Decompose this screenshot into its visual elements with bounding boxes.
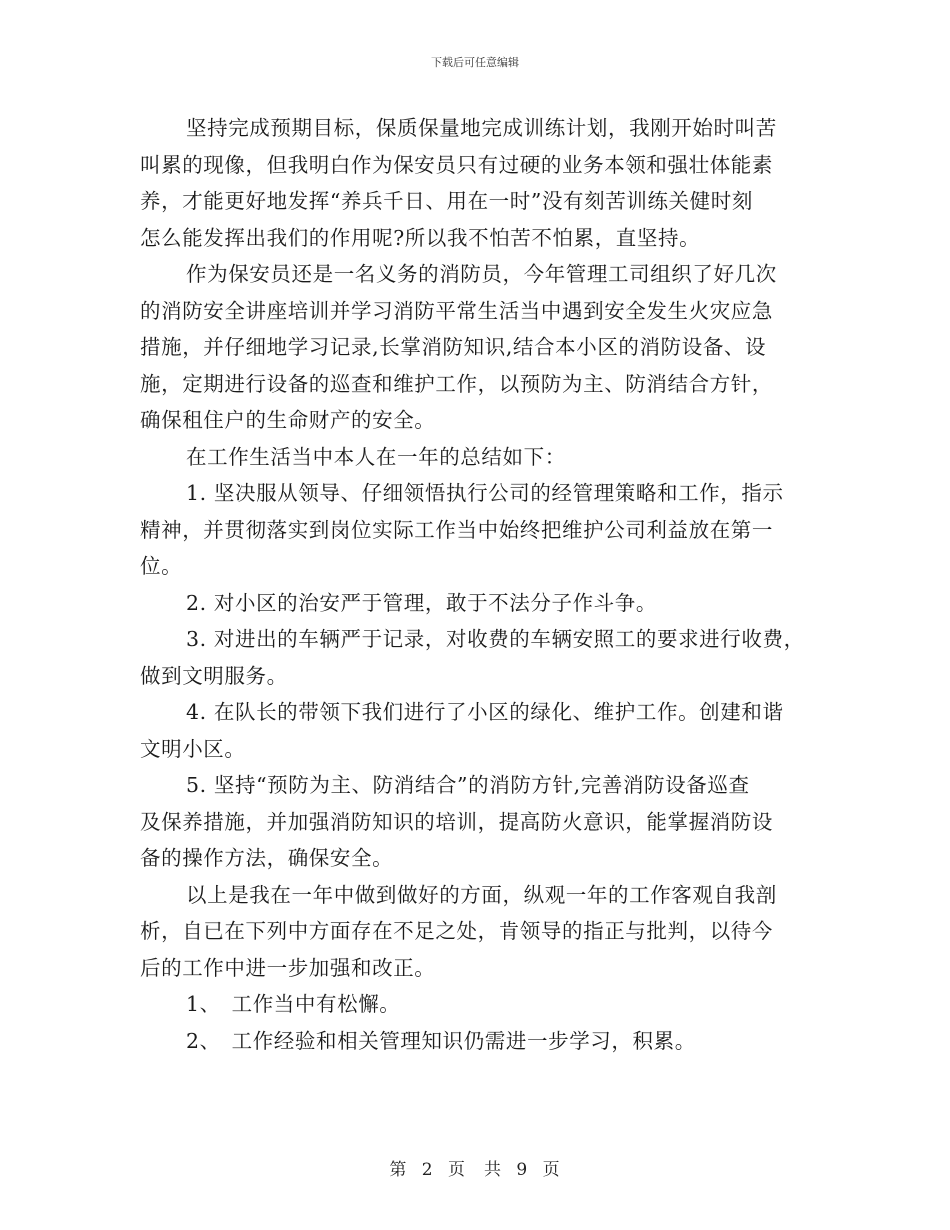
- paragraph: [140, 475, 815, 585]
- paragraph-line: 文明小区。: [140, 736, 246, 761]
- footer-middle: 页 共: [448, 1160, 502, 1180]
- footer-prefix: 第: [389, 1160, 408, 1180]
- paragraph: [140, 694, 815, 767]
- document-body: [140, 110, 815, 1059]
- paragraph-line: 及保养措施，并加强消防知识的培训，提高防火意识，能掌握消防设: [140, 809, 773, 834]
- paragraph-line: 施，定期进行设备的巡查和维护工作，以预防为主、防消结合方针，: [140, 371, 773, 396]
- paragraph-line: 精神，并贯彻落实到岗位实际工作当中始终把维护公司利益放在第一: [140, 517, 773, 542]
- footer-total-pages: 9: [516, 1160, 529, 1180]
- paragraph-line: 怎么能发挥出我们的作用呢?所以我不怕苦不怕累，直坚持。: [140, 225, 701, 250]
- paragraph-line: 2、 工作经验和相关管理知识仍需进一步学习，积累。: [186, 1028, 696, 1053]
- footer-suffix: 页: [542, 1160, 561, 1180]
- paragraph: [140, 110, 815, 256]
- paragraph-line: 措施，并仔细地学习记录,长掌消防知识,结合本小区的消防设备、设: [140, 335, 767, 359]
- paragraph-line: 以上是我在一年中做到做好的方面，纵观一年的工作客观自我剖: [186, 882, 777, 907]
- paragraph-line: 5. 坚持“预防为主、防消结合”的消防方针,完善消防设备巡查: [186, 773, 750, 797]
- paragraph: [140, 621, 815, 694]
- paragraph: [140, 986, 815, 1023]
- paragraph-line: 1、 工作当中有松懈。: [186, 992, 401, 1016]
- paragraph: [140, 256, 815, 439]
- paragraph: [140, 877, 815, 987]
- paragraph-line: 的消防安全讲座培训并学习消防平常生活当中遇到安全发生火灾应急: [140, 298, 773, 323]
- paragraph-line: 2. 对小区的治安严于管理，敢于不法分子作斗争。: [186, 590, 657, 615]
- paragraph: [140, 767, 815, 877]
- paragraph-line: 备的操作方法，确保安全。: [140, 846, 394, 870]
- paragraph-line: 1. 坚决服从领导、仔细领悟执行公司的经管理策略和工作，指示: [186, 481, 784, 505]
- paragraph: [140, 1023, 815, 1060]
- paragraph: [140, 439, 815, 476]
- paragraph-line: 位。: [140, 554, 183, 578]
- footer-current-page: 2: [421, 1160, 434, 1180]
- paragraph-line: 坚持完成预期目标，保质保量地完成训练计划，我刚开始时叫苦: [186, 116, 777, 140]
- page-footer: [0, 1155, 950, 1180]
- paragraph-line: 做到文明服务。: [140, 663, 288, 688]
- paragraph-line: 在工作生活当中本人在一年的总结如下：: [186, 444, 566, 469]
- paragraph-line: 后的工作中进一步加强和改正。: [140, 955, 436, 980]
- page-header-note: 下载后可任意编辑: [431, 56, 519, 69]
- paragraph-line: 养，才能更好地发挥“养兵千日、用在一时”没有刻苦训练关健时刻: [140, 189, 753, 213]
- paragraph: [140, 585, 815, 622]
- paragraph-line: 3. 对进出的车辆严于记录，对收费的车辆安照工的要求进行收费，: [186, 627, 805, 651]
- paragraph-line: 确保租住户的生命财产的安全。: [140, 408, 436, 432]
- paragraph-line: 作为保安员还是一名义务的消防员，今年管理工司组织了好几次: [186, 262, 777, 286]
- paragraph-line: 叫累的现像，但我明白作为保安员只有过硬的业务本领和强壮体能素: [140, 152, 773, 177]
- paragraph-line: 4. 在队长的带领下我们进行了小区的绿化、维护工作。创建和谐: [186, 700, 784, 724]
- paragraph-line: 析，自已在下列中方面存在不足之处，肯领导的指正与批判，以待今: [140, 919, 773, 943]
